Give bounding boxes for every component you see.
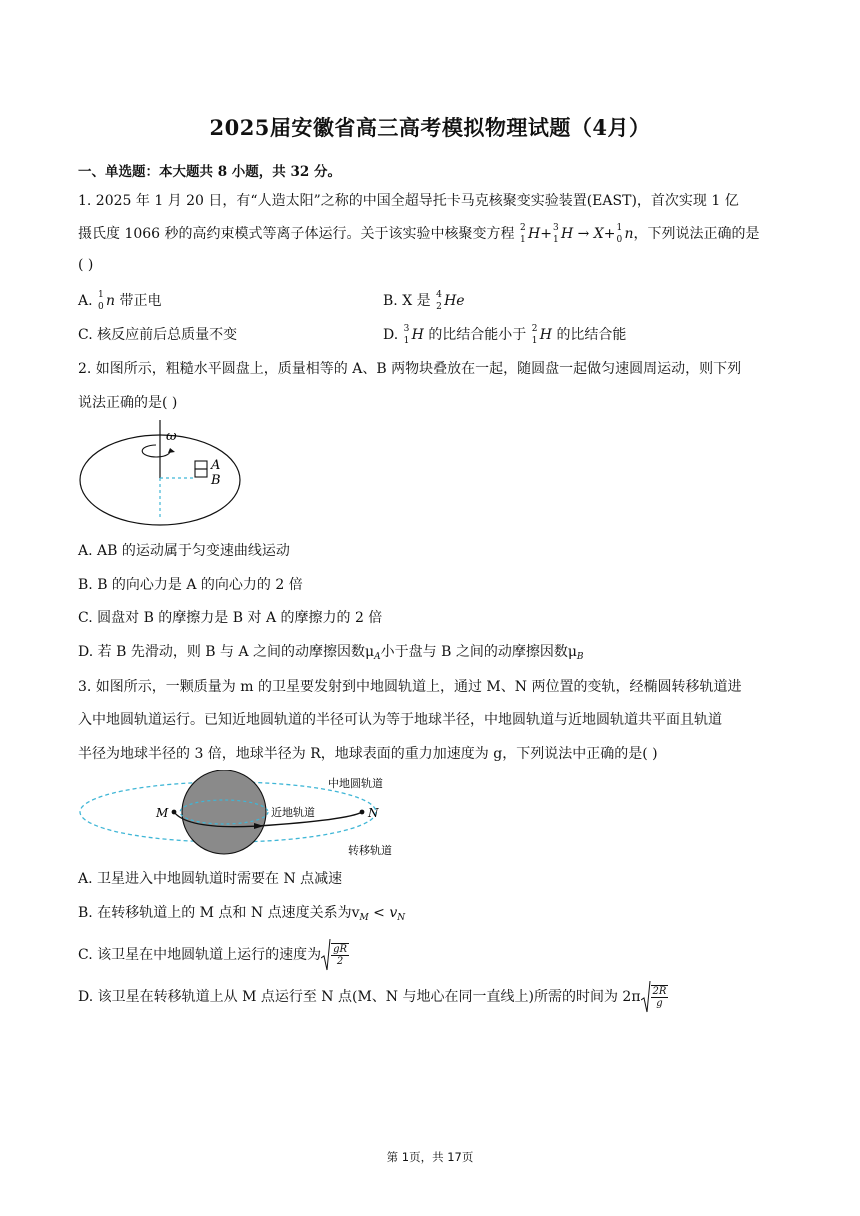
radical-icon [641, 980, 651, 1014]
q3-option-b[interactable]: B. 在转移轨道上的 M 点和 N 点速度关系为$v_M < v_N$ [78, 905, 406, 923]
q1-line2b: ，下列说法正确的是 [633, 226, 760, 242]
earth [182, 770, 266, 854]
omega-label: ω [166, 429, 177, 444]
label-b: B [211, 473, 221, 488]
sqrt-2r-g [641, 980, 669, 1014]
page-footer: 第 1页，共 17页 [386, 1150, 474, 1164]
q3-option-c[interactable] [78, 938, 349, 972]
section-heading: 一、单选题：本大题共 8 小题，共 32 分。 [78, 164, 341, 180]
radical-icon [321, 938, 331, 972]
q2-option-c[interactable]: C. 圆盘对 B 的摩擦力是 B 对 A 的摩擦力的 2 倍 [78, 610, 383, 626]
frac-num: gR [333, 944, 348, 955]
q3-option-d[interactable] [78, 980, 668, 1014]
q1-bracket: ( ) [78, 257, 94, 273]
point-m [172, 810, 177, 815]
rotation-arrow-icon [142, 445, 170, 457]
q1-option-c[interactable]: C. 核反应前后总质量不变 [78, 327, 238, 343]
q2-option-a[interactable]: A. AB 的运动属于匀变速曲线运动 [78, 543, 290, 559]
page-title: 2025届安徽省高三高考模拟物理试题（4月） [209, 115, 651, 140]
q3-line2: 入中地圆轨道运行。已知近地圆轨道的半径可认为等于地球半径，中地圆轨道与近地圆轨道共平面且轨道 [78, 712, 722, 728]
q2-option-d-mid: 小于盘与 B 之间的动摩擦因数μ [380, 644, 577, 660]
q1-option-b-text: He [444, 293, 465, 309]
q2-option-d[interactable]: D. 若 B 先滑动，则 B 与 A 之间的动摩擦因数$\mu_A$小于盘与 B 之间的动摩擦因数$\mu_B$ [78, 644, 584, 662]
arrowhead-icon [168, 448, 175, 453]
transfer-orbit-label: 转移轨道 [348, 844, 392, 857]
q3-option-b-lt: < v [368, 905, 398, 921]
q1-option-d-text-a: 的比结合能小于 [428, 327, 527, 343]
q3-option-a[interactable]: A. 卫星进入中地圆轨道时需要在 N 点减速 [78, 871, 343, 887]
q1-line2a: 摄氏度 1066 秒的高约束模式等离子体运行。关于该实验中核聚变方程 [78, 226, 515, 242]
q1-option-a-text: 带正电 [119, 293, 162, 309]
q2-line1: 2. 如图所示，粗糙水平圆盘上，质量相等的 A、B 两物块叠放在一起，随圆盘一起做匀速圆周运动，则下列 [78, 361, 742, 377]
q3-option-d-text: D. 该卫星在转移轨道上从 M 点运行至 N 点(M、N 与地心在同一直线上)所需的时间为 2π [78, 989, 641, 1005]
label-a: A [211, 458, 221, 473]
q1-option-a[interactable]: A. 1 0 n 带正电 [78, 290, 162, 312]
point-n [360, 810, 365, 815]
q2-line2: 说法正确的是( ) [78, 395, 178, 411]
frac-num: 2R [652, 986, 667, 997]
label-m: M [156, 806, 169, 820]
mid-orbit-label: 中地圆轨道 [328, 777, 383, 790]
sqrt-gr-2 [321, 938, 349, 972]
block-a [195, 461, 207, 469]
turntable-figure [78, 418, 248, 533]
q1-option-d[interactable]: D. 3 1 H 的比结合能小于 2 1 H 的比结合能 [383, 324, 627, 346]
block-b [195, 469, 207, 477]
q3-line3: 半径为地球半径的 3 倍，地球半径为 R，地球表面的重力加速度为 g，下列说法中正确的是( ) [78, 746, 658, 762]
q3-option-c-text: C. 该卫星在中地圆轨道上运行的速度为 [78, 947, 322, 963]
near-orbit-label: 近地轨道 [271, 806, 315, 819]
label-n: N [368, 806, 379, 820]
q1-option-b-prefix: B. X 是 [383, 293, 431, 309]
frac-den: 2 [336, 956, 344, 967]
orbit-figure [78, 770, 408, 862]
q1-option-d-text-b: 的比结合能 [556, 327, 627, 343]
q2-option-d-text: D. 若 B 先滑动，则 B 与 A 之间的动摩擦因数μ [78, 644, 375, 660]
q2-option-b[interactable]: B. B 的向心力是 A 的向心力的 2 倍 [78, 577, 303, 593]
q1-option-b[interactable]: B. X 是 4 2 He [383, 290, 465, 312]
q1-line2 [78, 223, 760, 244]
q1-line1: 1. 2025 年 1 月 20 日，有“人造太阳”之称的中国全超导托卡马克核聚变实验装置(EAST)，首次实现 1 亿 [78, 193, 739, 209]
frac-den: g [656, 998, 663, 1009]
q3-line1: 3. 如图所示，一颗质量为 m 的卫星要发射到中地圆轨道上，通过 M、N 两位置的变轨，经椭圆转移轨道进 [78, 679, 742, 695]
q3-option-b-text: B. 在转移轨道上的 M 点和 N 点速度关系为v [78, 905, 360, 921]
q1-equation: 2 1 H+ 3 1 H → X+ 1 0 n [519, 223, 634, 245]
